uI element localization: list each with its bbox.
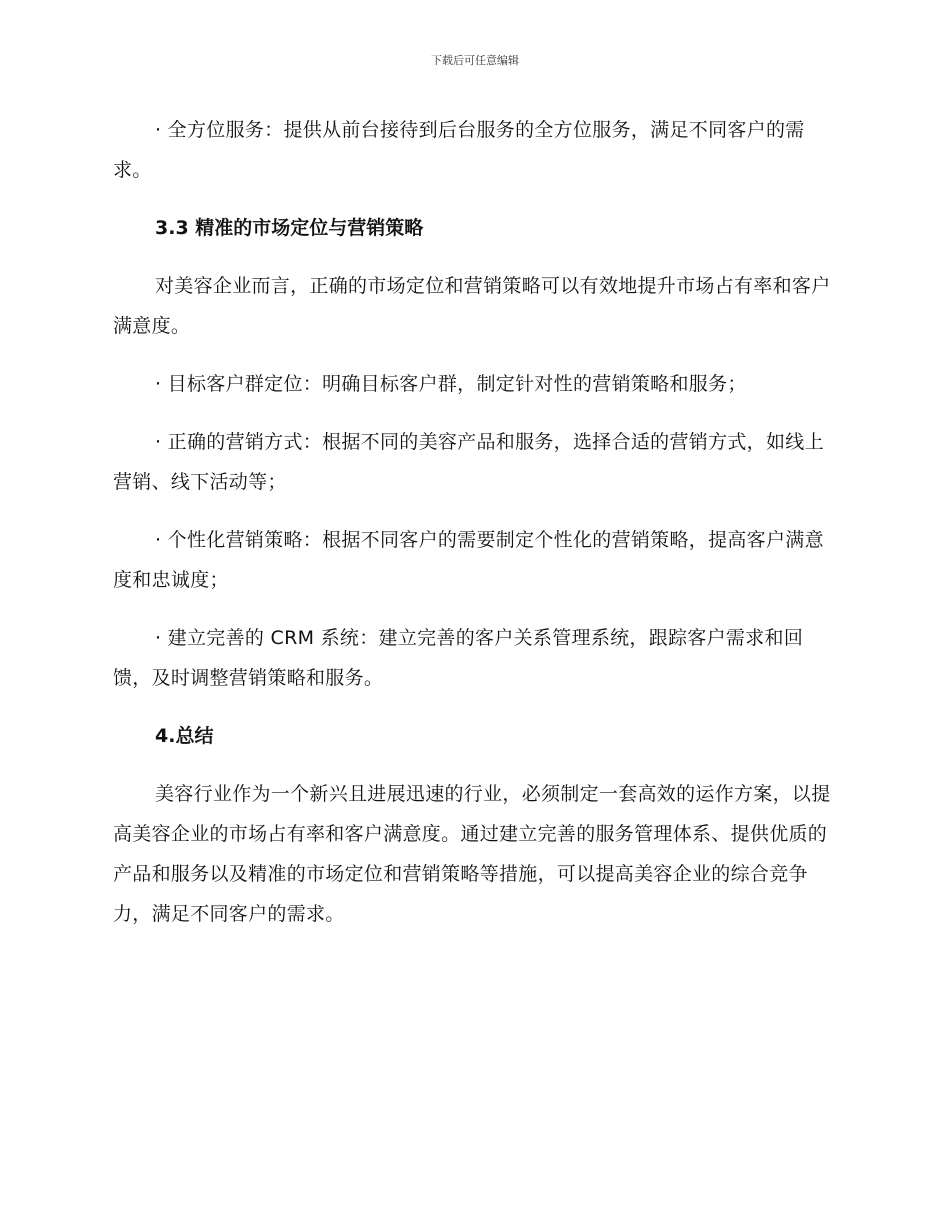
- document-body: [113, 110, 838, 952]
- bullet-crm-system: · 建立完善的 CRM 系统：建立完善的客户关系管理系统，跟踪客户需求和回馈，及时调整营销策略和服务。: [113, 627, 804, 689]
- summary-paragraph: 美容行业作为一个新兴且进展迅速的行业，必须制定一套高效的运作方案，以提高美容企业的市场占有率和客户满意度。通过建立完善的服务管理体系、提供优质的产品和服务以及精准的市场定位和营销策略等措施，可以提高美容企业的综合竞争力，满足不同客户的需求。: [113, 783, 831, 925]
- bullet-target-customer: · 目标客户群定位：明确目标客户群，制定针对性的营销策略和服务；: [155, 373, 747, 395]
- bullet-personalized-marketing: · 个性化营销策略：根据不同客户的需要制定个性化的营销策略，提高客户满意度和忠诚度；: [113, 529, 824, 591]
- page-header: 下载后可任意编辑: [431, 54, 519, 67]
- bullet-full-service: · 全方位服务：提供从前台接待到后台服务的全方位服务，满足不同客户的需求。: [113, 119, 805, 181]
- section-heading-3-3: 3.3 精准的市场定位与营销策略: [155, 217, 424, 239]
- intro-paragraph-3-3: 对美容企业而言，正确的市场定位和营销策略可以有效地提升市场占有率和客户满意度。: [113, 275, 831, 337]
- section-heading-4: 4.总结: [155, 725, 214, 747]
- bullet-marketing-method: · 正确的营销方式：根据不同的美容产品和服务，选择合适的营销方式，如线上营销、线下活动等；: [113, 431, 824, 493]
